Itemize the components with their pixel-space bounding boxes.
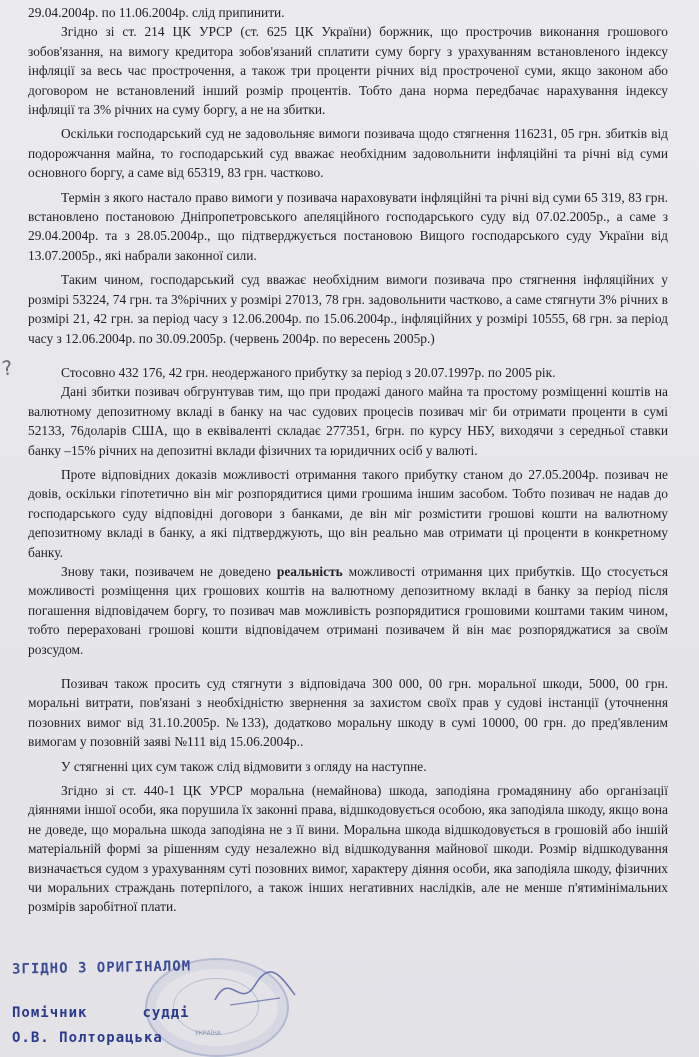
paragraph: Проте відповідних доказів можливості отримання такого прибутку станом до 27.05.2004р. позивач не довів, оскільки гіпотетично він міг розпорядитися цими грошима іншим засобом. Тобто позивач не надав до господарського суду відповідні договори з банками, де він міг розмістити грошові кошти на валютному депозитному вкладі в банку, а які підтверджують, що він реально мав отримати ці проценти в конкретному банку. <box>28 466 668 560</box>
paragraph: Знову таки, позивачем не доведено реальність можливості отримання цих прибутків. Що стосується можливості розміщення цих грошових коштів на валютному депозитному вкладі в банку за період після погашення відповідачем боргу, то позивач мав можливість розпорядитися грошовими коштами таким чином, тобто перераховані грошові кошти відповідачем отримані позивачем й він має розпоряджатися за своїм розсудом. <box>28 563 668 657</box>
paragraph: У стягненні цих сум також слід відмовити з огляду на наступне. <box>61 758 427 774</box>
signature <box>210 960 300 1020</box>
paragraph: Дані збитки позивач обгрунтував тим, що при продажі даного майна та простому розміщенні коштів на валютному депозитному вкладі в банку на час судових процесів позивач міг би отримати проценти в сумі 52133, 76доларів США, що в еквіваленті складає 277351, 6грн. по курсу НБУ, виходячи з середньої ставки банку –15% річних на депозитні вклади фізичних та юридичних осіб у валюті. <box>28 384 668 458</box>
paragraph: 29.04.2004р. по 11.06.2004р. слід припинити. <box>28 5 285 20</box>
paragraph: Стосовно 432 176, 42 грн. неодержаного прибутку за період з 20.07.1997р. по 2005 рік. <box>61 364 556 380</box>
document-body <box>28 3 668 917</box>
paragraph: Згідно зі ст. 214 ЦК УРСР (ст. 625 ЦК України) боржник, що прострочив виконання грошового зобов'язання, на вимогу кредитора зобов'язаний сплатити суму боргу з урахуванням встановленого індексу інфляції за весь час прострочення, а також три проценти річних від простроченої суми, якщо законом або договором не встановлений інший розмір процентів. Тобто дана норма передбачає нарахування індексу інфляції та 3% річних на суму боргу, а не на збитки. <box>28 24 668 118</box>
paragraph: Оскільки господарський суд не задовольняє вимоги позивача щодо стягнення 116231, 05 грн. збитків від подорожчання майна, то господарський суд вважає необхідним задовольнити інфляційні та річні від суми основного боргу, а саме від 65319, 83 грн. частково. <box>28 126 668 181</box>
paragraph: Позивач також просить суд стягнути з відповідача 300 000, 00 грн. моральної шкоди, 5000, 00 грн. моральні витрати, пов'язані з необхідністю звернення за захистом своїх прав у судові інстанції (уточнення позовних вимог від 31.10.2005р. №133), додатково моральну шкоду в сумі 10000, 00 грн. до пред'явленим вимогам у позовній заяві №111 від 15.06.2004р.. <box>28 676 668 750</box>
paragraph: Згідно зі ст. 440-1 ЦК УРСР моральна (немайнова) шкода, заподіяна громадянину або організації діяннями іншої особи, яка порушила їх законні права, відшкодовується особою, яка заподіяла шкоду, якщо вона не доведе, що моральна шкода заподіяна не з її вини. Моральна шкода відшкодовується в грошовій або іншій матеріальній формі за рішенням суду незалежно від відшкодування майнової шкоди. Розмір відшкодування визначається судом з урахуванням суті позовних вимог, характеру діяння особи, яка заподіяла шкоду, фізичних чи моральних страждань потерпілого, а також інших негативних наслідків, але не менше п'ятимінімальних розмірів заробітної плати. <box>28 783 668 915</box>
stamp-certified-copy: ЗГІДНО З ОРИГІНАЛОМ <box>11 958 192 978</box>
stamp-name: О.В. Полторацька <box>12 1030 163 1046</box>
stamp-position: Помічник судді <box>12 1005 190 1021</box>
paragraph: Таким чином, господарський суд вважає необхідним вимоги позивача про стягнення інфляційних у розмірі 53224, 74 грн. та 3%річних у розмірі 27013, 78 грн. задовольнити частково, а саме стягнути 3% річних в розмірі 21, 42 грн. за період часу з 12.06.2004р. по 15.06.2004р., інфляційних у розмірі 10555, 68 грн. за період часу з 12.06.2004р. по 30.09.2005р. (червень 2004р. по вересень 2005р.) <box>28 272 668 346</box>
seal-text: УКРАЇНА <box>195 1030 222 1037</box>
paragraph: Термін з якого настало право вимоги у позивача нараховувати інфляційні та річні від суми 65 319, 83 грн. встановлено постановою Дніпропетровського апеляційного господарського суду від 07.02.2005р., а саме з 29.04.2004р. та з 28.05.2004р., що підтверджується постановою Вищого господарського суду України від 13.07.2005р., які набрали законної сили. <box>28 189 668 263</box>
handwritten-margin-mark: ? <box>0 355 15 381</box>
